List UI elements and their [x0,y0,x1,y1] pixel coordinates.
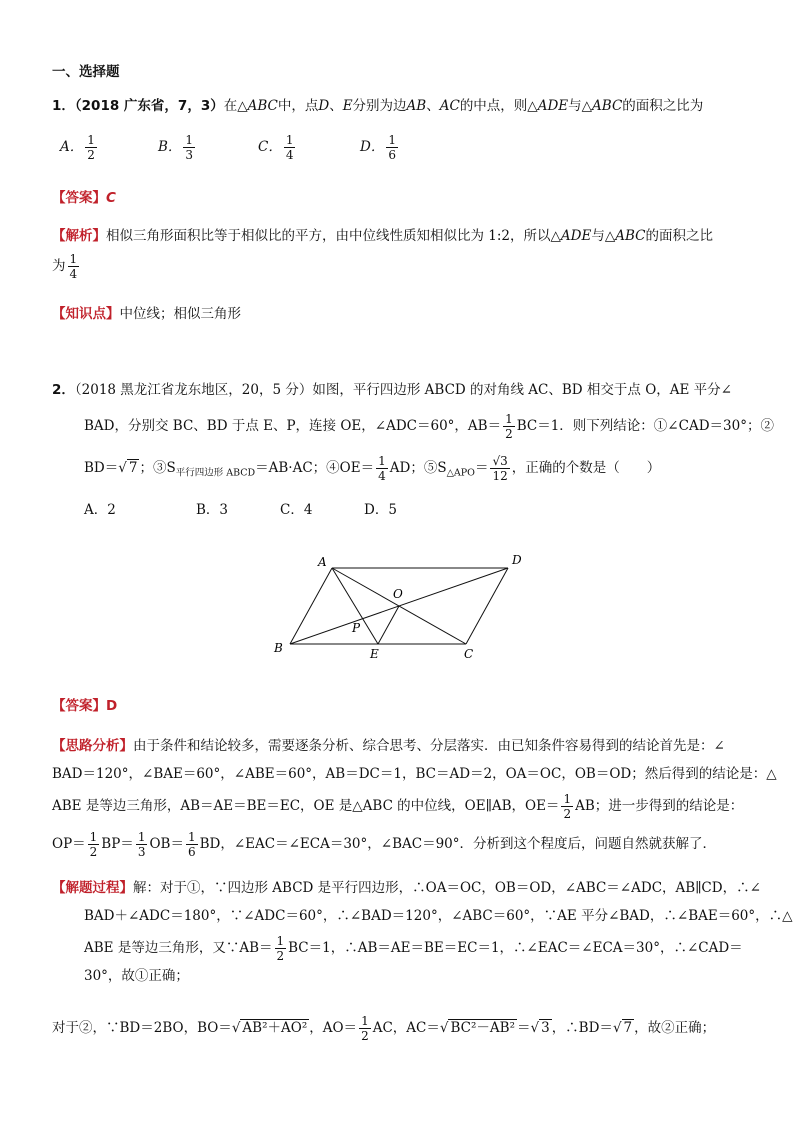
q2-option-a: A．2 [84,502,116,518]
option-label: C． [258,139,282,155]
analysis-text: 与△ [591,228,616,244]
option-label: B． [158,139,182,155]
q1-text: 、 [329,98,343,114]
q2-text: BD＝ [84,460,119,476]
q2-thinking-line1 [52,736,725,756]
q1-text: 的中点，则△ [459,98,538,114]
q2-thinking-line2: BAD＝120°，∠BAE＝60°，∠ABE＝60°，AB＝DC＝1，BC＝AD＝2，OA＝OC，OB＝OD；然后得到的结论是：△ [52,766,777,782]
q1-analysis-line2 [52,252,81,281]
q1-text: 分别为边 [352,98,407,114]
q1-analysis [52,226,713,246]
knowledge-tag: 【知识点】 [52,306,120,322]
sqrt-value: 7 [128,460,138,476]
label-c: C [464,647,474,661]
q1-option-d [360,133,400,162]
denominator: 2 [505,427,513,441]
q2-number: 2． [52,382,75,398]
label-d: D [512,553,522,567]
fraction [85,133,97,162]
q2-text: BC＝1．则下列结论：①∠CAD＝30°；② [516,418,774,434]
q2-thinking-line4 [52,830,716,859]
q1-option-c [258,133,297,162]
q2-text: AD；⑤S [389,460,447,476]
denominator: 4 [69,267,78,281]
q1-knowledge [52,304,241,324]
q2-process-line1 [52,878,761,898]
fraction [68,252,80,281]
denominator: 2 [361,1029,369,1043]
numerator: 1 [137,830,146,844]
thinking-text: OP＝ [52,836,86,852]
q2-text: ＝AB·AC；④OE＝ [255,460,375,476]
thinking-text: 由于条件和结论较多，需要逐条分析、综合思考、分层落实．由已知条件容易得到的结论首先是：∠ [133,738,725,754]
q2-text: BAD，分别交 BC、BD 于点 E、P，连接 OE，∠ADC＝60°，AB＝ [84,418,502,434]
analysis-text: 为 [52,258,66,274]
q2-process-line5: 对于②，∵BD＝2BO，BO＝√ AB²＋AO² ，AO＝ $\frac{1}{2}$ AC，AC＝√ BC²－AB² ＝√ 3 ，∴BD＝√ 7 ，故②正确； [52,1014,716,1043]
numerator: 1 [563,792,572,806]
q1-answer [52,188,116,208]
q2-option-b: B．3 [196,502,229,518]
process-text: ，AO＝ [309,1020,358,1036]
label-p: P [352,621,361,635]
numerator: 1 [276,934,285,948]
process-text: ABE 是等边三角形，又∵AB＝ [84,940,273,956]
q1-text: 中，点 [277,98,319,114]
numerator: 1 [69,252,78,266]
denominator: 6 [388,148,396,162]
label-b: B [274,641,283,655]
q1-number: 1． [52,98,75,114]
parallelogram-figure [260,548,540,668]
q2-line3: BD＝√ 7 ；$③S_{平行四边形 ABCD}=AB\cdot AC$；④OE＝ $\frac{1}{4}$ AD；$⑤S_{\triangle APO}=$ $\frac{√3}{12}$ ，正确的个数是（ ） [84,454,661,483]
denominator: 2 [87,148,95,162]
denominator: 2 [89,845,98,859]
q1-text: 在△ [223,98,248,114]
denominator: 4 [378,469,386,483]
analysis-text: ADE [560,228,592,244]
numerator: 1 [89,830,98,844]
fraction [561,792,573,821]
q2-thinking-line3 [52,792,743,821]
denominator: 2 [563,807,572,821]
thinking-text: ABE 是等边三角形，AB＝AE＝BE＝EC，OE 是△ABC 的中位线，OE∥AB，OE＝ [52,798,560,814]
thinking-text: BP＝ [101,836,134,852]
edge-ba [290,568,332,644]
sqrt-value: BC²－AB² [450,1020,515,1036]
q2-text: ＝ [474,460,489,476]
fraction [284,133,296,162]
numerator: 1 [185,133,194,147]
fraction [186,830,198,859]
numerator: 1 [378,454,386,468]
q1-text: 与△ [568,98,593,114]
analysis-text: 相似三角形面积比等于相似比的平方，由中位线性质知相似比为 1:2，所以△ [106,228,561,244]
q1-text: 的面积之比为 [622,98,704,114]
thinking-tag: 【思路分析】 [52,738,133,754]
numerator: 1 [187,830,196,844]
label-a: A [318,555,327,569]
q2-text: ，正确的个数是（ ） [511,460,661,476]
section-heading: 一、选择题 [52,64,120,80]
option-label: A． [60,139,84,155]
q2-process-line2: BAD＋∠ADC＝180°，∵∠ADC＝60°，∴∠BAD＝120°，∠ABC＝60°，∵AE 平分∠BAD，∴∠BAE＝60°，∴△ [84,908,793,924]
answer-tag: 【答案】 [52,190,106,206]
q2-line1 [52,380,732,400]
q2-line2 [84,412,774,441]
label-o: O [393,587,403,601]
edge-dc [466,568,508,644]
numerator: 1 [388,133,396,147]
q1-text: ABC [592,98,623,114]
q1-text: AC [439,98,460,114]
q1-text: D [318,98,330,114]
fraction [136,830,148,859]
q2-option-d: D．5 [364,502,397,518]
process-text: AC，AC＝ [372,1020,440,1036]
fraction [183,133,195,162]
q1-option-b [158,133,197,162]
fraction [376,454,388,483]
process-text: 对于②，∵BD＝2BO，BO＝ [52,1020,232,1036]
numerator: √3 [492,454,508,468]
thinking-text: BD，∠EAC＝∠ECA＝30°，∠BAC＝90°．分析到这个程度后，问题自然就获解了． [199,836,716,852]
thinking-text: AB；进一步得到的结论是： [575,798,744,814]
process-tag: 【解题过程】 [52,880,133,896]
process-text: BC＝1，∴AB＝AE＝BE＝EC＝1，∴∠EAC＝∠ECA＝30°，∴∠CAD＝ [288,940,743,956]
subscript: 平行四边形 ABCD [175,467,256,479]
fraction [275,934,287,963]
denominator: 3 [137,845,146,859]
q2-text: （2018 黑龙江省龙东地区，20，5 分）如图，平行四边形 ABCD 的对角线 AC、BD 相交于点 O，AE 平分∠ [74,382,732,398]
numerator: 1 [361,1014,369,1028]
q1-text: 、 [426,98,440,114]
label-e: E [370,647,379,661]
denominator: 12 [492,469,508,483]
q1-text: AB [406,98,427,114]
sqrt-value: 3 [541,1020,550,1036]
analysis-tag: 【解析】 [52,228,106,244]
process-text: ＝ [516,1020,531,1036]
thinking-text: OB＝ [149,836,184,852]
fraction [503,412,515,441]
sqrt-value: 7 [623,1020,633,1036]
process-text: ，故②正确； [634,1020,716,1036]
q2-process-line4: 30°，故①正确； [84,968,189,984]
denominator: 6 [187,845,196,859]
q1-source: （2018 广东省，7，3） [74,98,224,114]
q2-process-line3 [84,934,743,963]
q1-text: E [342,98,353,114]
q2-answer [52,696,117,716]
process-text: 解：对于①，∵四边形 ABCD 是平行四边形，∴OA＝OC，OB＝OD，∠ABC＝∠ADC，AB∥CD，∴∠ [133,880,761,896]
fraction [359,1014,371,1043]
subscript: △APO [446,467,475,479]
fraction [88,830,100,859]
knowledge-text: 中位线；相似三角形 [119,306,241,322]
answer-value: D [106,698,118,714]
answer-value: C [106,190,116,206]
q1-text: ADE [537,98,569,114]
analysis-text: 的面积之比 [645,228,713,244]
answer-tag: 【答案】 [52,698,106,714]
numerator: 1 [505,412,513,426]
denominator: 2 [276,949,285,963]
denominator: 3 [185,148,194,162]
q2-text: ；③S [139,460,176,476]
option-label: D． [360,139,385,155]
numerator: 1 [285,133,294,147]
q2-option-c: C．4 [280,502,313,518]
q1-text: ABC [247,98,278,114]
q1-stem [52,96,703,116]
fraction [386,133,398,162]
fraction [490,454,509,483]
numerator: 1 [87,133,95,147]
analysis-text: ABC [615,228,646,244]
sqrt-value: AB²＋AO² [242,1020,308,1036]
q1-option-a [60,133,99,162]
denominator: 4 [285,148,294,162]
process-text: ，∴BD＝ [551,1020,613,1036]
